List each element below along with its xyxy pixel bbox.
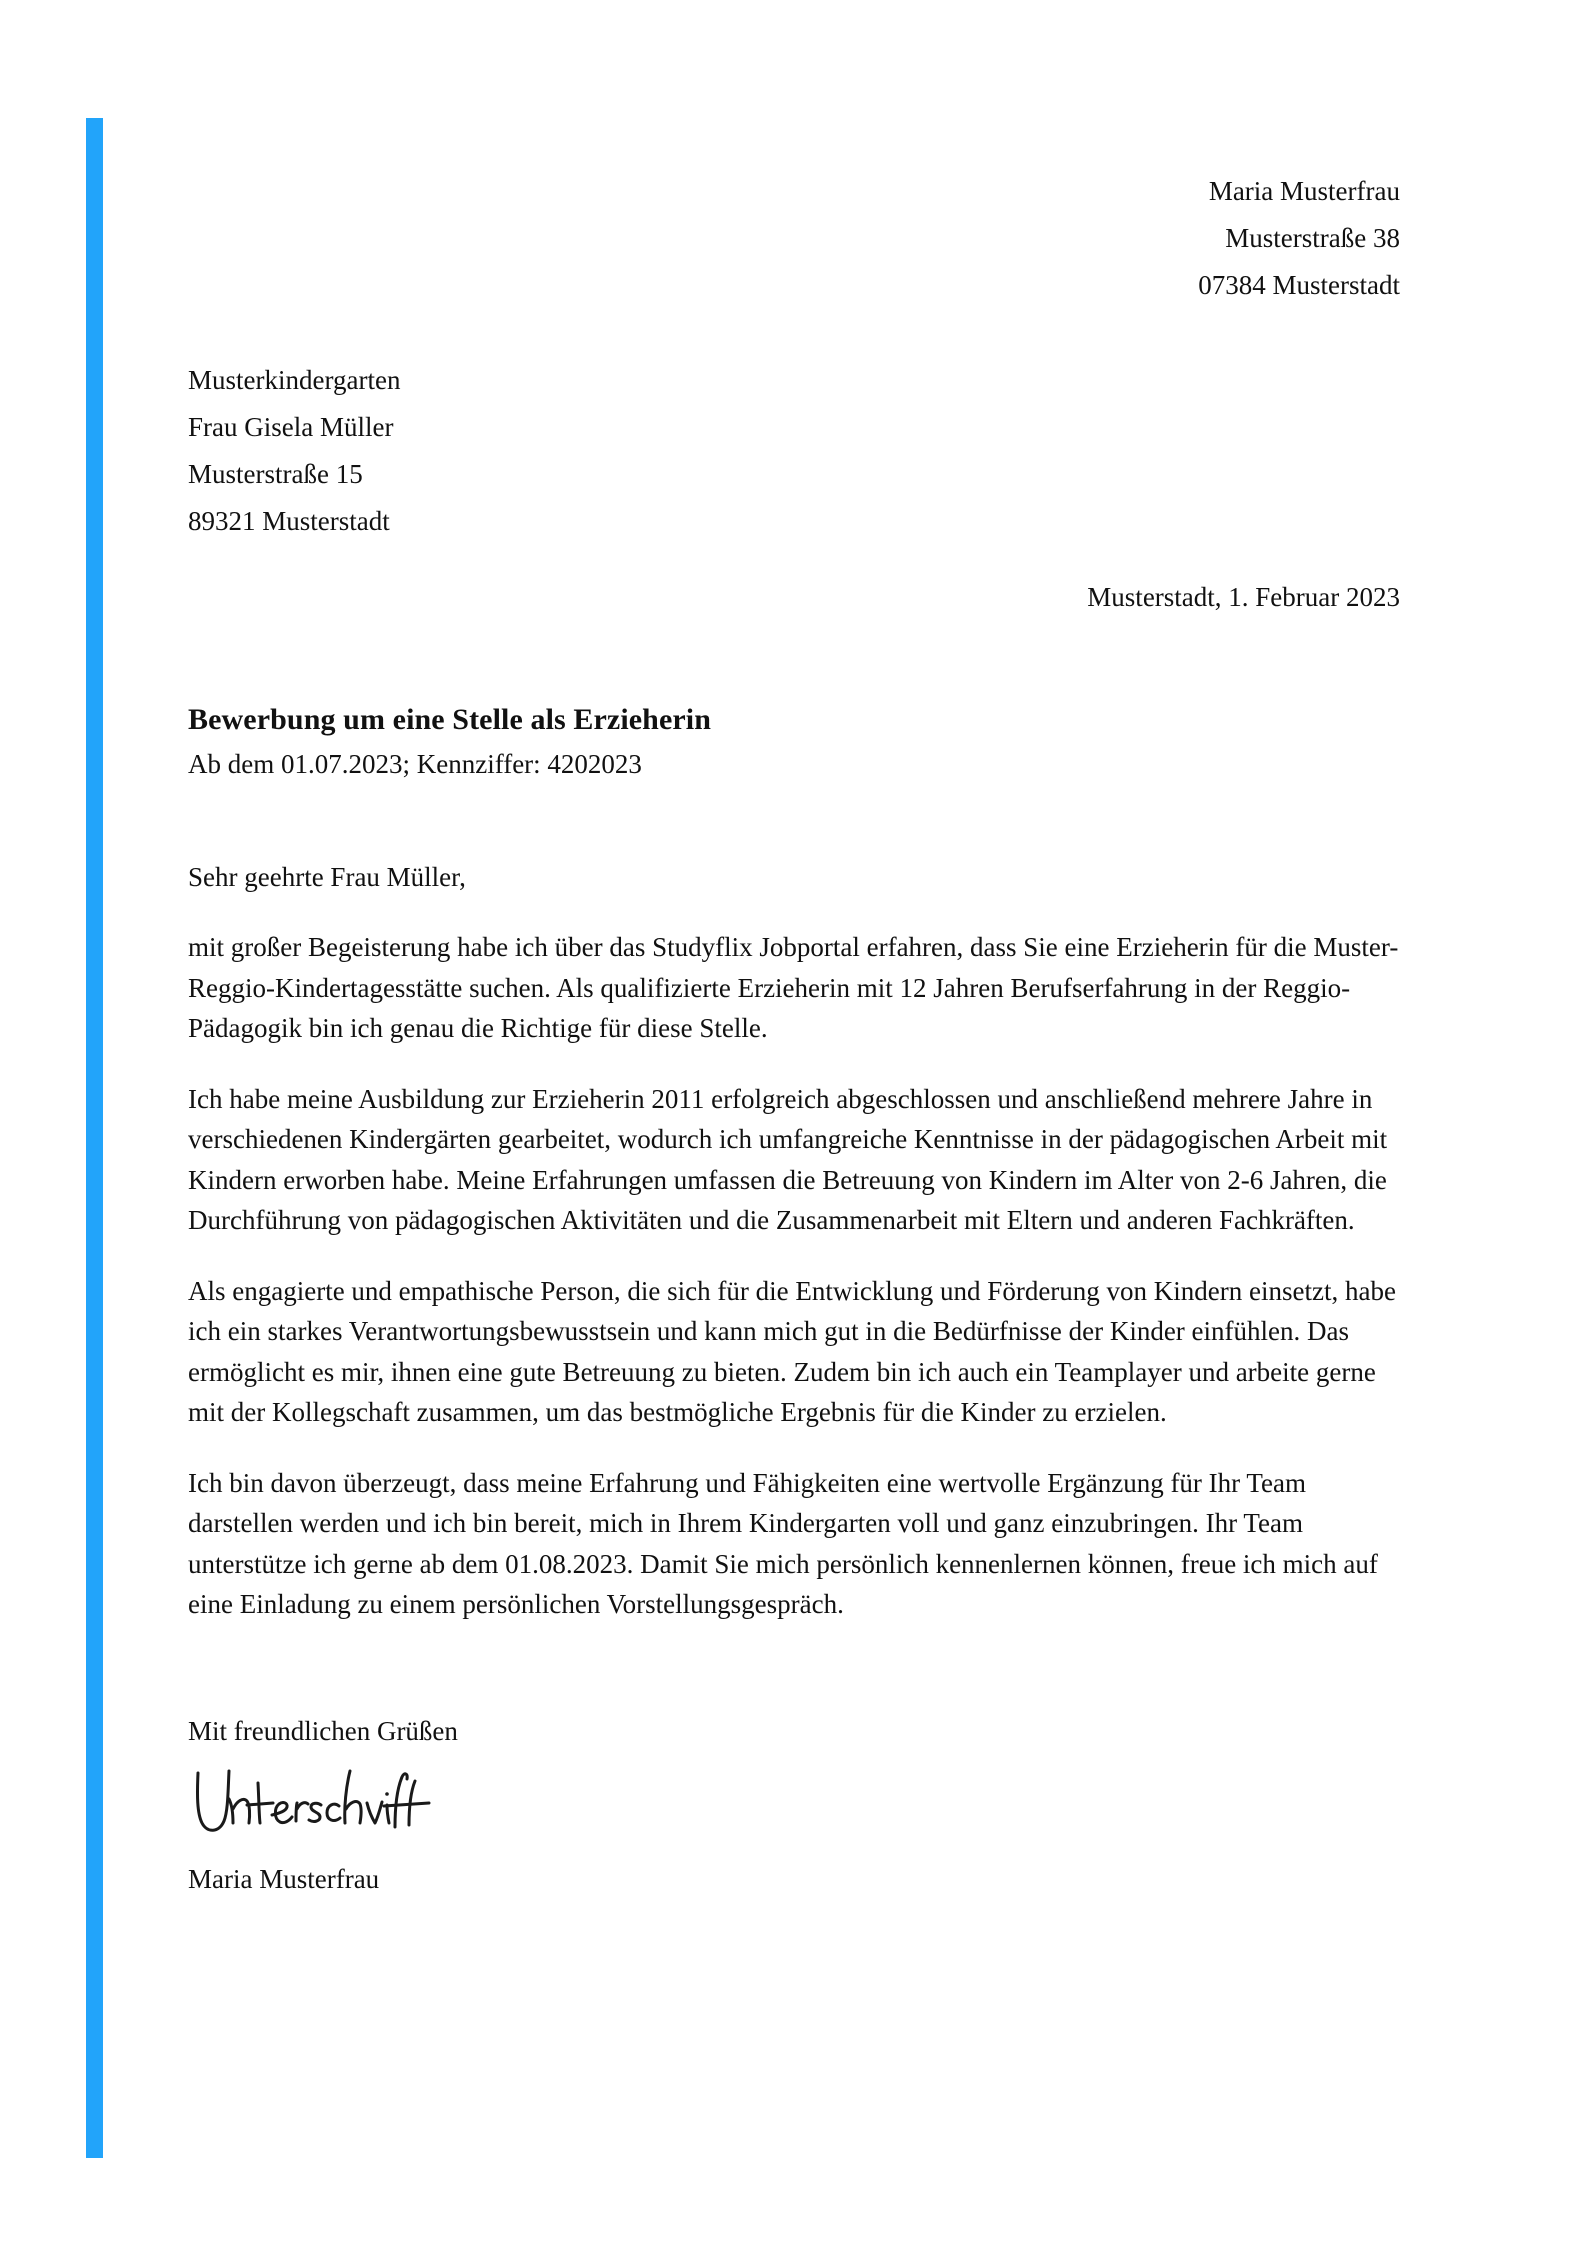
recipient-organization: Musterkindergarten — [188, 365, 401, 395]
recipient-city: 89321 Musterstadt — [188, 506, 390, 536]
subject-subtitle: Ab dem 01.07.2023; Kennziffer: 4202023 — [188, 749, 642, 779]
sender-city: 07384 Musterstadt — [1198, 270, 1400, 300]
closing-greeting: Mit freundlichen Grüßen — [188, 1715, 458, 1746]
sender-address-block — [188, 0, 1400, 309]
subject-title: Bewerbung um eine Stelle als Erzieherin — [188, 703, 712, 736]
body-paragraph: Ich bin davon überzeugt, dass meine Erfahrung und Fähigkeiten eine wertvolle Ergänzung für Ihr Team darstellen werden und ich bin bereit, mich in Ihrem Kindergarten voll und ganz einzubringen. Ihr Team unterstütze ich gerne ab dem 01.08.2023. Damit Sie mich persönlich kennenlernen können, freue ich mich auf eine Einladung zu einem persönlichen Vorstellungsgespräch. — [188, 1467, 1378, 1619]
recipient-contact: Frau Gisela Müller — [188, 412, 394, 442]
recipient-address-block — [188, 357, 1400, 545]
signer-name: Maria Musterfrau — [188, 1863, 380, 1894]
place-and-date: Musterstadt, 1. Februar 2023 — [1087, 582, 1400, 612]
subject-block — [188, 699, 1400, 785]
body-paragraph: mit großer Begeisterung habe ich über das Studyflix Jobportal erfahren, dass Sie eine Erzieherin für die Muster-Reggio-Kindertagesstätte suchen. Als qualifizierte Erzieherin mit 12 Jahren Berufserfahrung in der Reggio-Pädagogik bin ich genau die Richtige für diese Stelle. — [188, 932, 1399, 1043]
body-paragraph: Ich habe meine Ausbildung zur Erzieherin 2011 erfolgreich abgeschlossen und anschließend mehrere Jahre in verschiedenen Kindergärten gearbeitet, wodurch ich umfangreiche Kenntnisse in der pädagogischen Arbeit mit Kindern erworben habe. Meine Erfahrungen umfassen die Betreuung von Kindern im Alter von 2-6 Jahren, die Durchführung von pädagogischen Aktivitäten und die Zusammenarbeit mit Eltern und anderen Fachkräften. — [188, 1083, 1388, 1235]
handwritten-signature — [188, 1761, 438, 1853]
body-paragraph: Als engagierte und empathische Person, die sich für die Entwicklung und Förderung von Kindern einsetzt, habe ich ein starkes Verantwortungsbewusstsein und kann mich gut in die Bedürfnisse der Kinder einfühlen. Das ermöglicht es mir, ihnen eine gute Betreuung zu bieten. Zudem bin ich auch ein Teamplayer und arbeite gerne mit der Kollegschaft zusammen, um das bestmögliche Ergebnis für die Kinder zu erzielen. — [188, 1275, 1396, 1427]
sender-name: Maria Musterfrau — [1208, 176, 1400, 206]
letter-body — [188, 927, 1400, 1625]
recipient-street: Musterstraße 15 — [188, 459, 363, 489]
left-accent-bar — [86, 118, 103, 2158]
salutation: Sehr geehrte Frau Müller, — [188, 862, 466, 892]
letter-content — [188, 0, 1400, 1899]
sender-street: Musterstraße 38 — [1225, 223, 1400, 253]
